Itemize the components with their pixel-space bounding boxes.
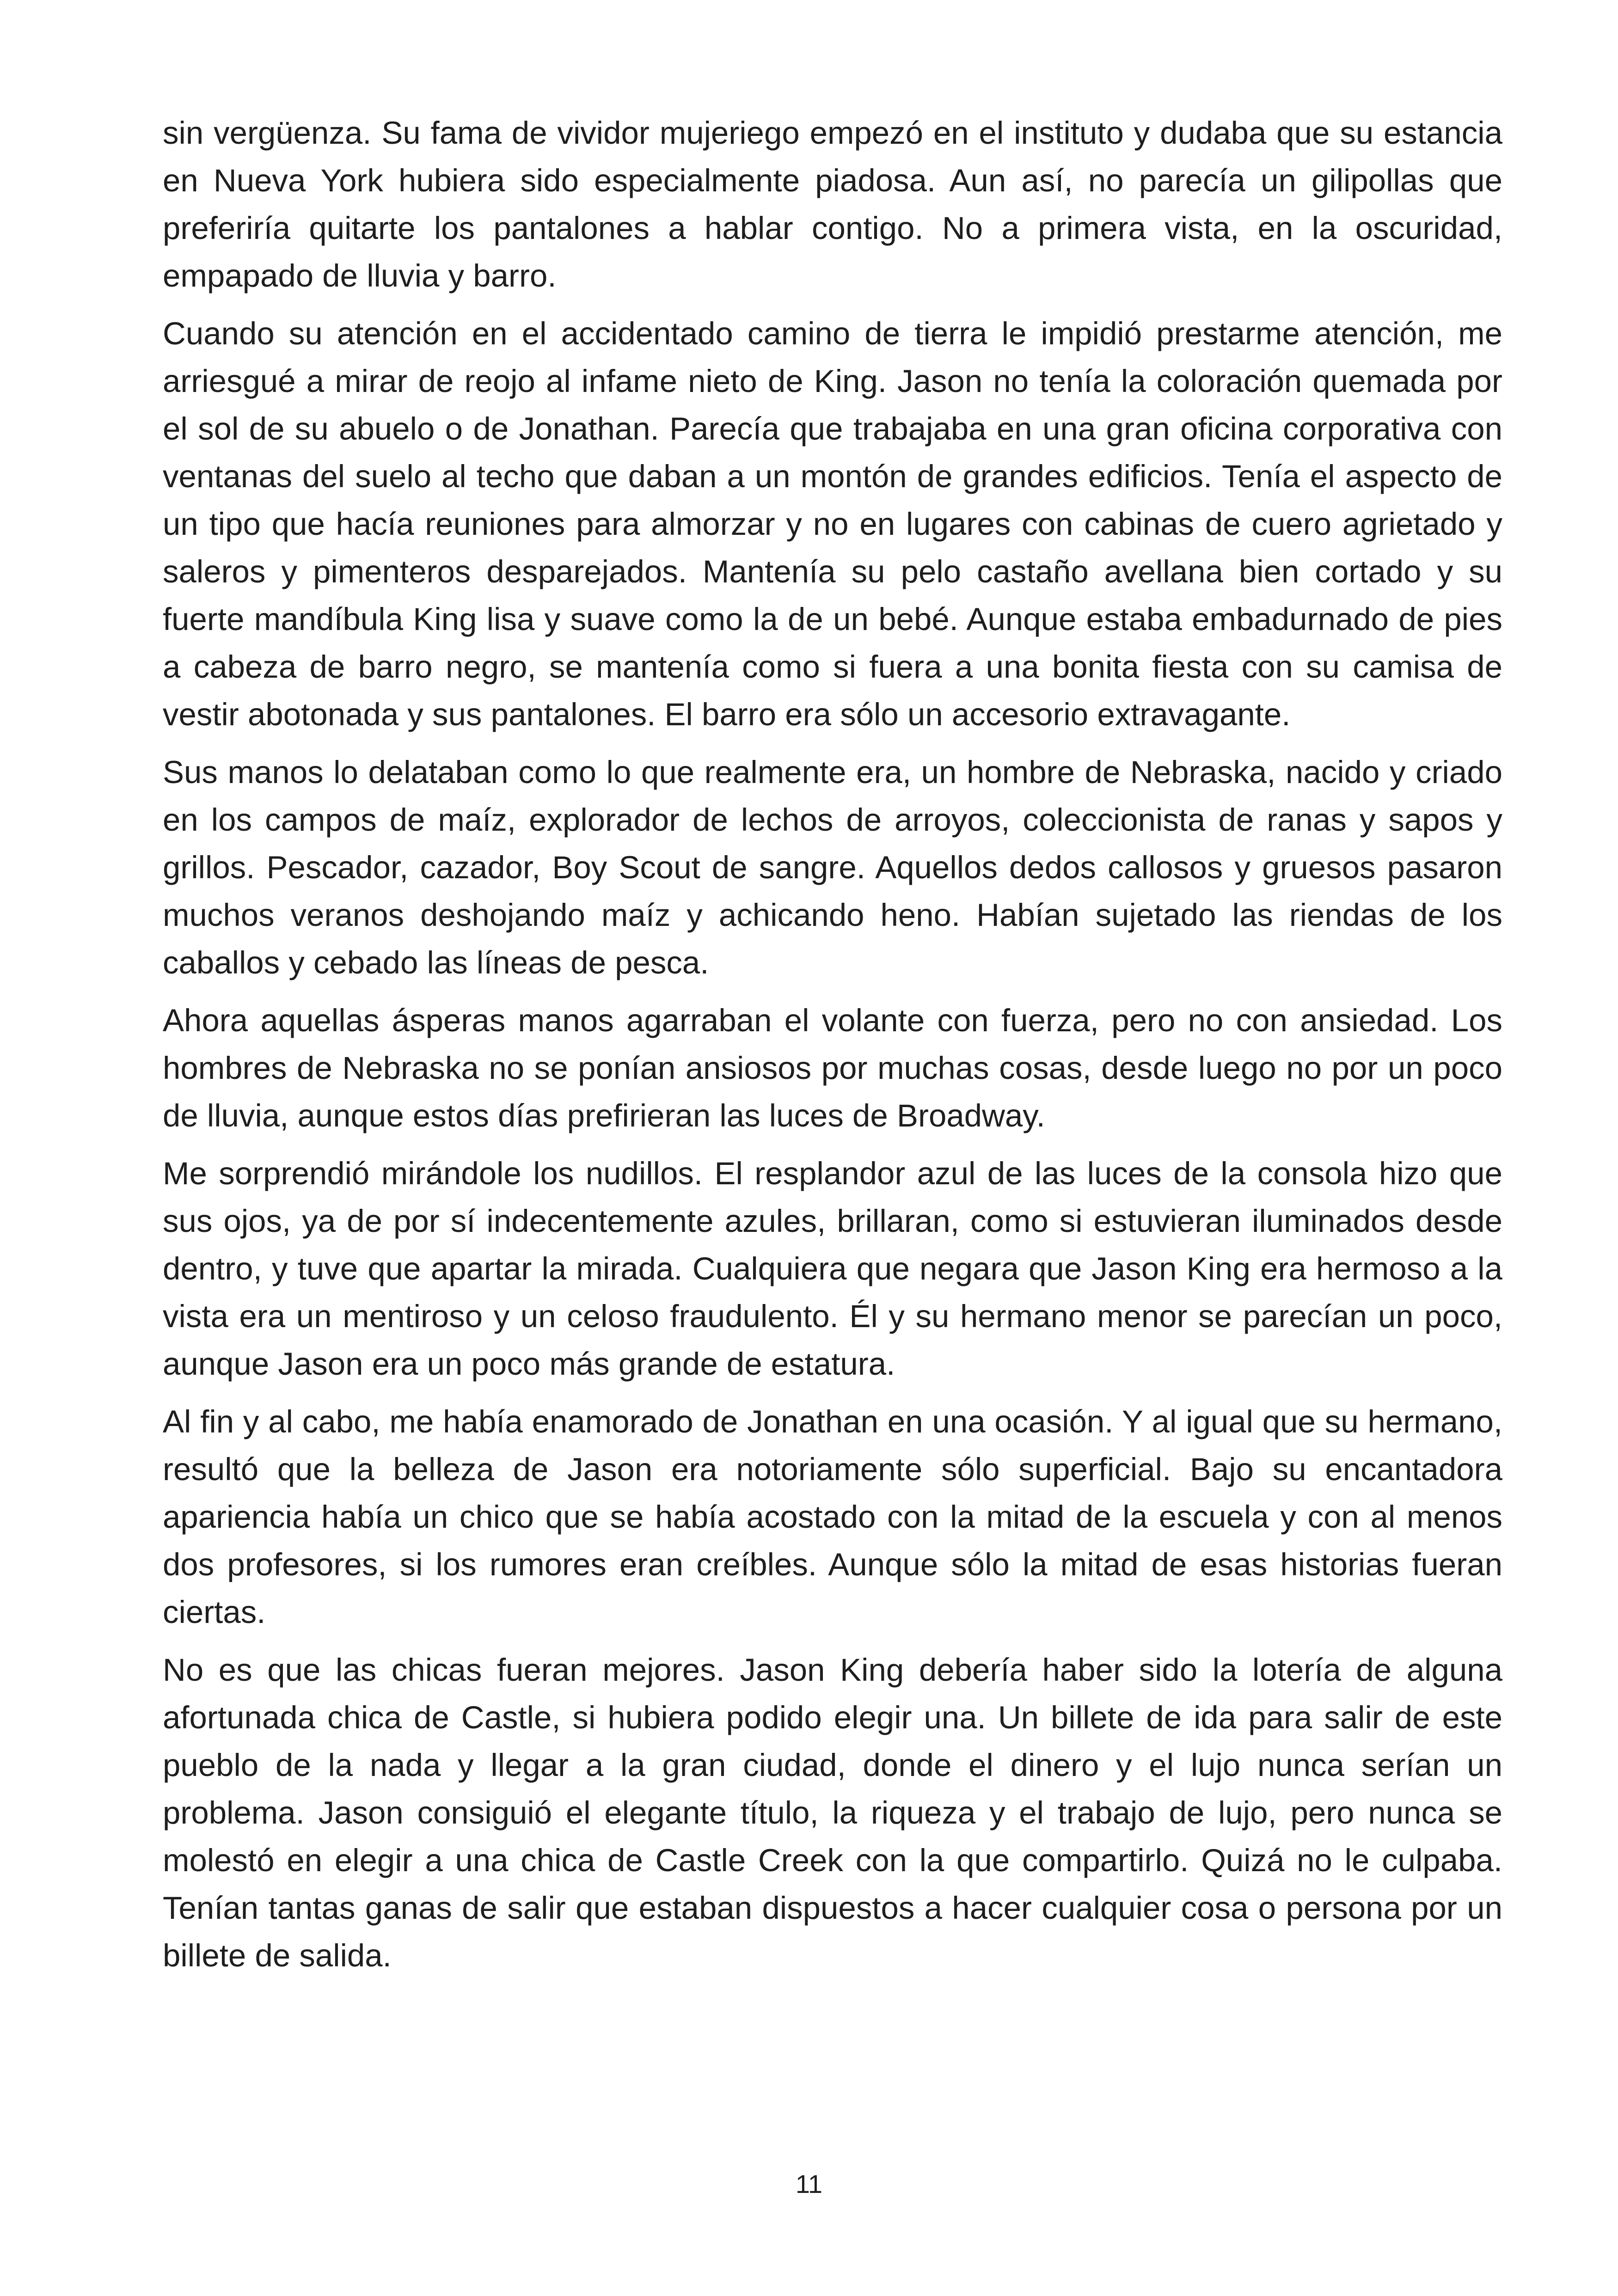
paragraph-3: Sus manos lo delataban como lo que realmente era, un hombre de Nebraska, nacido y criado en los campos de maíz, explorador de lechos de arroyos, coleccionista de ranas y sapos y grillos. Pescador, cazador, Boy Scout de sangre. Aquellos dedos callosos y gruesos pasaron muchos veranos deshojando maíz y achicando heno. Habían sujetado las riendas de los caballos y cebado las líneas de pesca.	[163, 754, 1502, 980]
paragraph-7: No es que las chicas fueran mejores. Jason King debería haber sido la lotería de alguna afortunada chica de Castle, si hubiera podido elegir una. Un billete de ida para salir de este pueblo de la nada y llegar a la gran ciudad, donde el dinero y el lujo nunca serían un problema. Jason consiguió el elegante título, la riqueza y el trabajo de lujo, pero nunca se molestó en elegir a una chica de Castle Creek con la que compartirlo. Quizá no le culpaba. Tenían tantas ganas de salir que estaban dispuestos a hacer cualquier cosa o persona por un billete de salida.	[163, 1652, 1502, 1973]
paragraph-1: sin vergüenza. Su fama de vividor mujeriego empezó en el instituto y dudaba que su estancia en Nueva York hubiera sido especialmente piadosa. Aun así, no parecía un gilipollas que preferiría quitarte los pantalones a hablar contigo. No a primera vista, en la oscuridad, empapado de lluvia y barro.	[163, 115, 1502, 294]
body-text	[163, 109, 1502, 1990]
paragraph-5: Me sorprendió mirándole los nudillos. El resplandor azul de las luces de la consola hizo que sus ojos, ya de por sí indecentemente azules, brillaran, como si estuvieran iluminados desde dentro, y tuve que apartar la mirada. Cualquiera que negara que Jason King era hermoso a la vista era un mentiroso y un celoso fraudulento. Él y su hermano menor se parecían un poco, aunque Jason era un poco más grande de estatura.	[163, 1156, 1502, 1382]
paragraph-4: Ahora aquellas ásperas manos agarraban el volante con fuerza, pero no con ansiedad. Los hombres de Nebraska no se ponían ansiosos por muchas cosas, desde luego no por un poco de lluvia, aunque estos días prefirieran las luces de Broadway.	[163, 1003, 1502, 1133]
paragraph-6: Al fin y al cabo, me había enamorado de Jonathan en una ocasión. Y al igual que su hermano, resultó que la belleza de Jason era notoriamente sólo superficial. Bajo su encantadora apariencia había un chico que se había acostado con la mitad de la escuela y con al menos dos profesores, si los rumores eran creíbles. Aunque sólo la mitad de esas historias fueran ciertas.	[163, 1404, 1502, 1630]
paragraph-2: Cuando su atención en el accidentado camino de tierra le impidió prestarme atención, me arriesgué a mirar de reojo al infame nieto de King. Jason no tenía la coloración quemada por el sol de su abuelo o de Jonathan. Parecía que trabajaba en una gran oficina corporativa con ventanas del suelo al techo que daban a un montón de grandes edificios. Tenía el aspecto de un tipo que hacía reuniones para almorzar y no en lugares con cabinas de cuero agrietado y saleros y pimenteros desparejados. Mantenía su pelo castaño avellana bien cortado y su fuerte mandíbula King lisa y suave como la de un bebé. Aunque estaba embadurnado de pies a cabeza de barro negro, se mantenía como si fuera a una bonita fiesta con su camisa de vestir abotonada y sus pantalones. El barro era sólo un accesorio extravagante.	[163, 316, 1502, 732]
page-number: 11	[795, 2169, 823, 2198]
